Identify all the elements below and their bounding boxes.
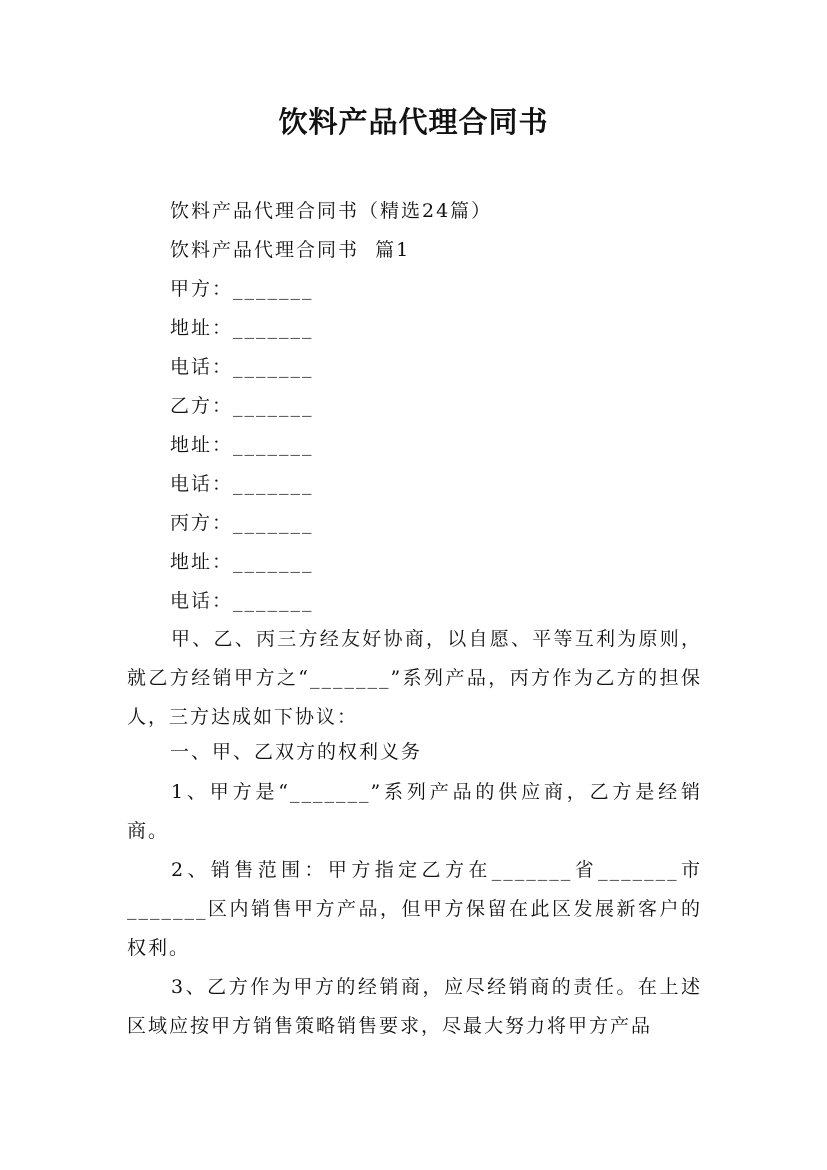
party-a-phone-line: 电话：_______ — [170, 356, 314, 378]
clause-2: 2、销售范围：甲方指定乙方在_______省_______市_______区内销售甲方产品，但甲方保留在此区发展新客户的权利。 — [127, 859, 702, 959]
intro-paragraph: 甲、乙、丙三方经友好协商，以自愿、平等互利为原则，就乙方经销甲方之“_______”系列产品，丙方作为乙方的担保人，三方达成如下协议： — [127, 628, 702, 728]
party-b-phone-line: 电话：_______ — [170, 473, 314, 495]
party-a-line: 甲方：_______ — [170, 278, 314, 300]
party-a-address-line: 地址：_______ — [170, 317, 314, 339]
party-b-address-line: 地址：_______ — [170, 434, 314, 456]
clause-3: 3、乙方作为甲方的经销商，应尽经销商的责任。在上述区域应按甲方销售策略销售要求，尽最大努力将甲方产品 — [127, 976, 702, 1037]
party-c-address-line: 地址：_______ — [170, 551, 314, 573]
section-heading: 饮料产品代理合同书 篇1 — [170, 239, 411, 261]
document-title: 饮料产品代理合同书 — [278, 105, 549, 139]
party-c-line: 丙方：_______ — [170, 512, 314, 534]
article-heading: 一、甲、乙双方的权利义务 — [170, 741, 423, 763]
document-subtitle: 饮料产品代理合同书（精选24篇） — [170, 200, 493, 222]
clause-1: 1、甲方是“_______”系列产品的供应商，乙方是经销商。 — [127, 781, 702, 842]
party-c-phone-line: 电话：_______ — [170, 590, 314, 612]
party-b-line: 乙方：_______ — [170, 395, 314, 417]
